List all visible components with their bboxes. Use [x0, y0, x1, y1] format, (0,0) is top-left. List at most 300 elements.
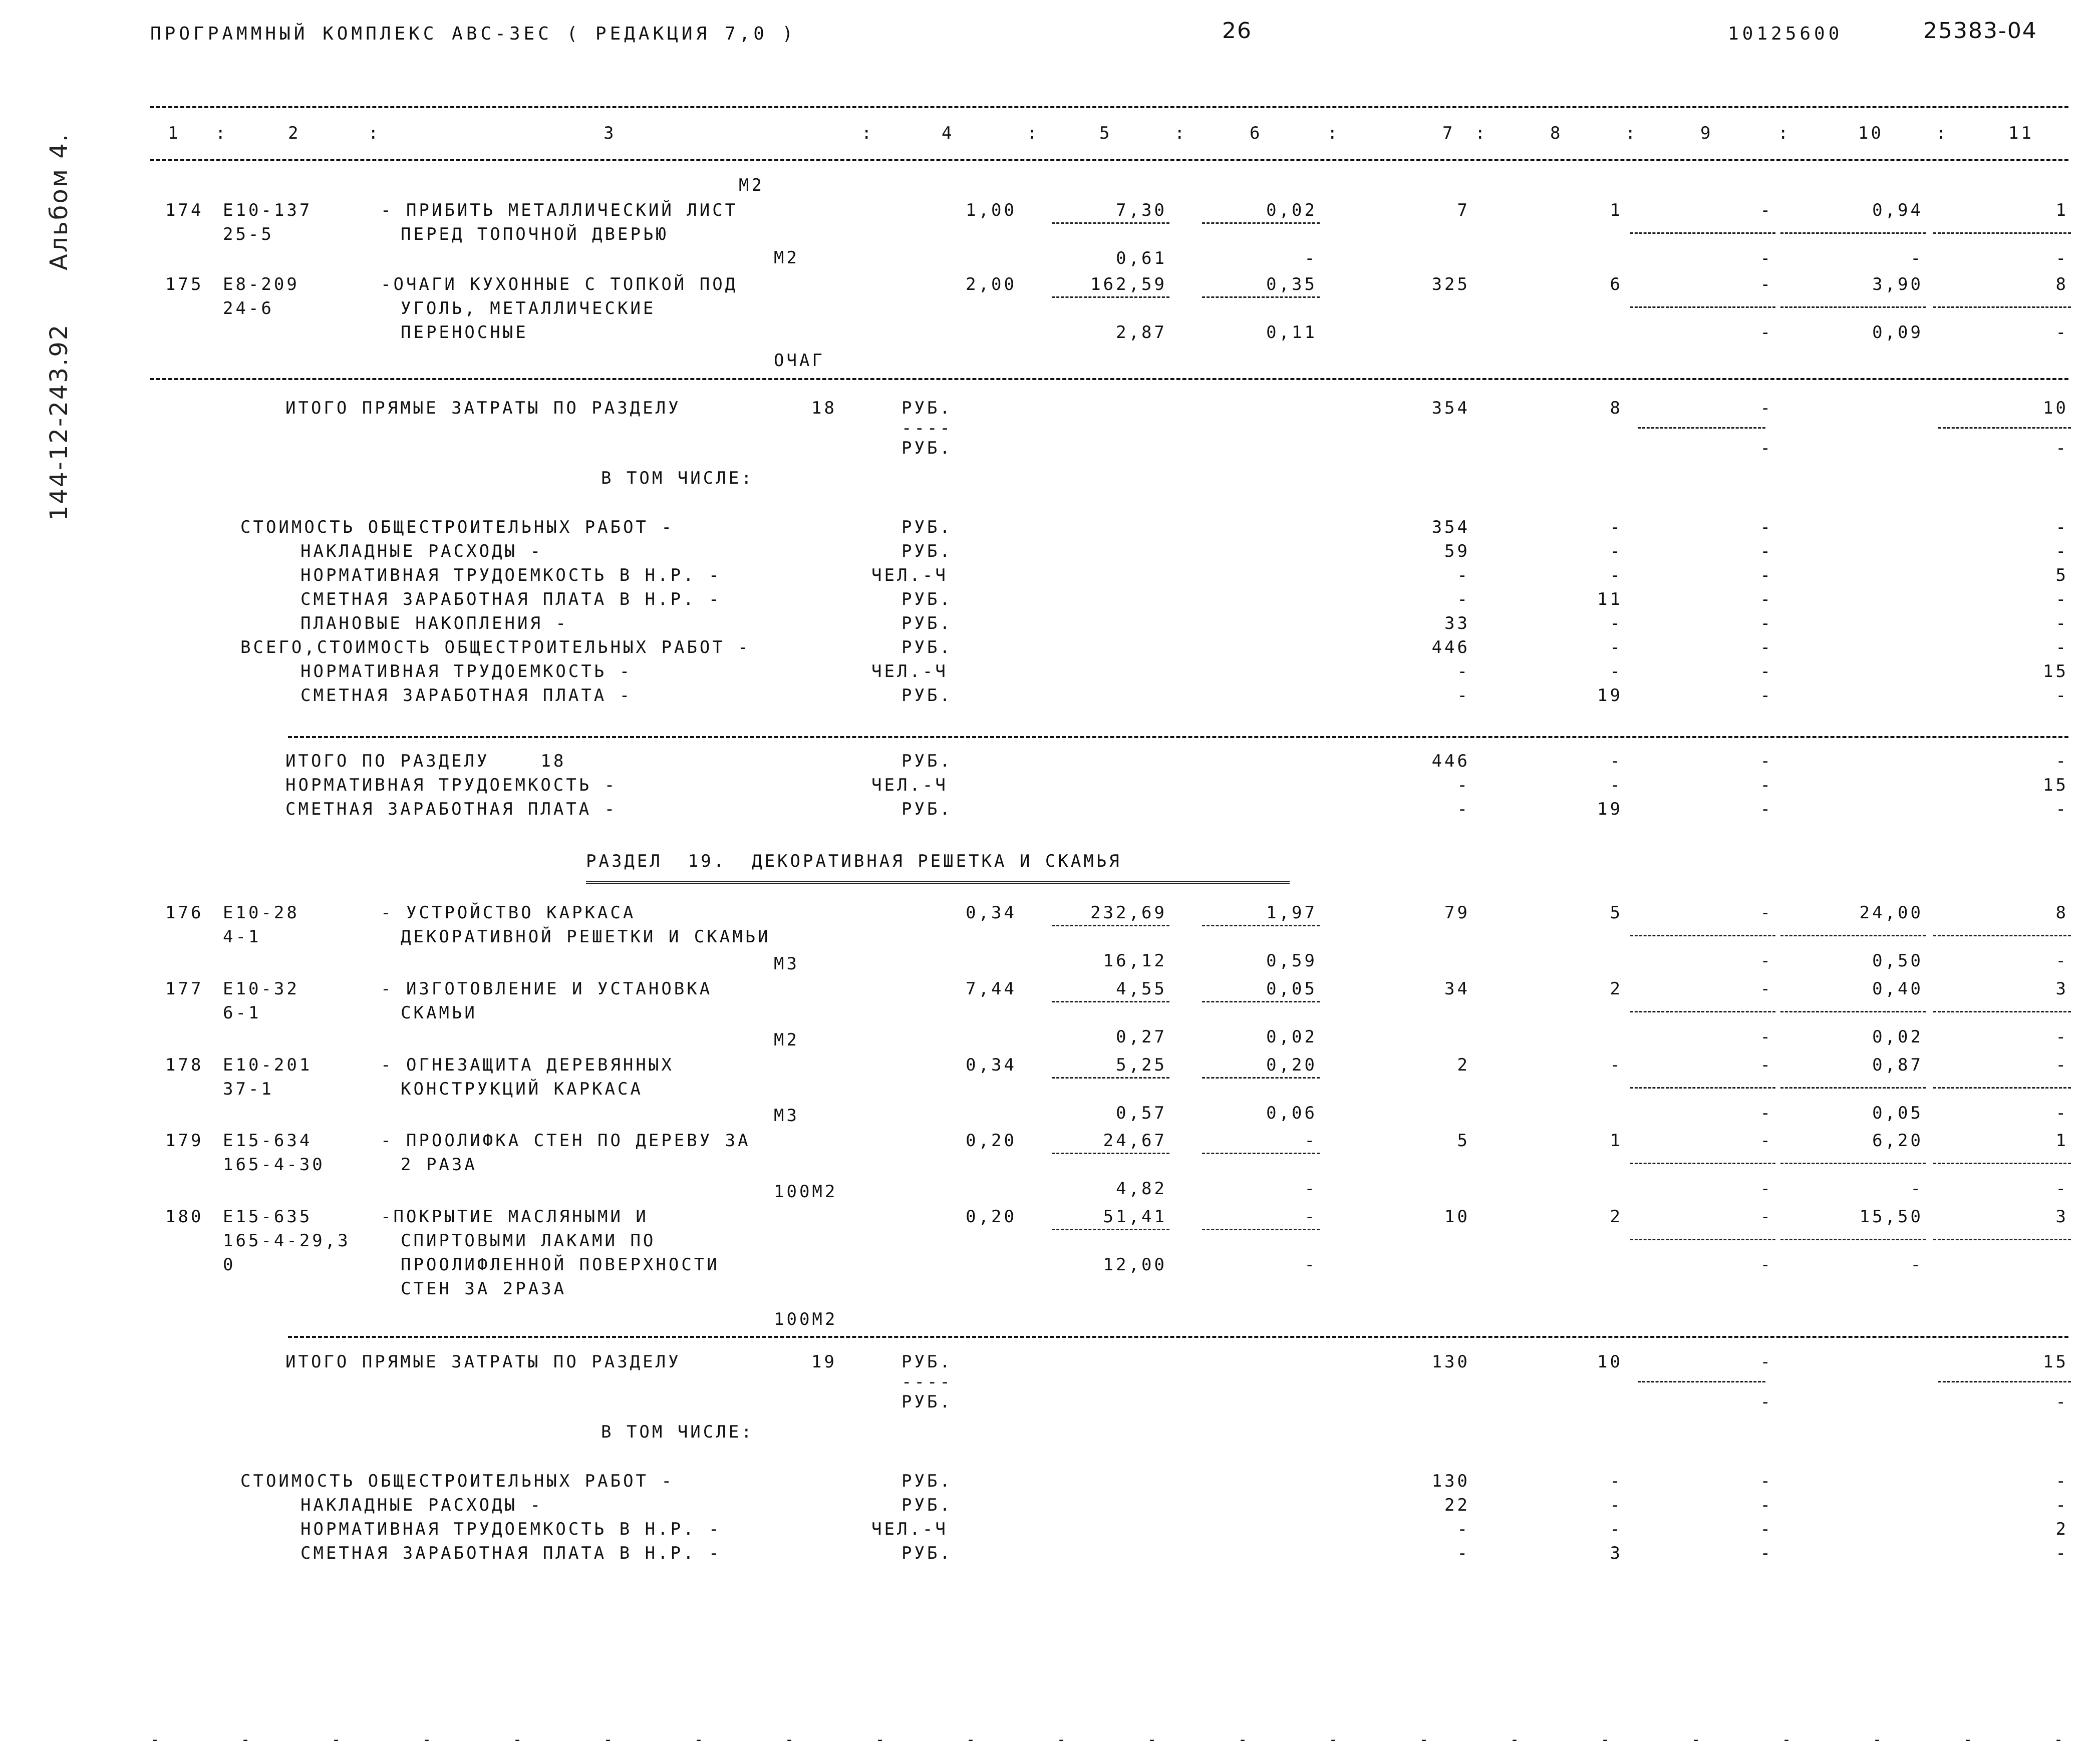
footer-mark: - [1782, 1731, 1794, 1748]
summary-row-unit: РУБ. [902, 1471, 953, 1491]
summary-col-7: - [1457, 1519, 1470, 1539]
item-description: СПИРТОВЫМИ ЛАКАМИ ПО [401, 1231, 656, 1251]
item-col-11: 3 [2055, 979, 2068, 999]
total-col-7: 130 [1431, 1352, 1470, 1372]
sub-rule [1052, 1229, 1169, 1230]
footer-mark: - [1147, 1731, 1159, 1748]
summary-row-unit: ЧЕЛ.-Ч [871, 565, 948, 585]
item-col-6-sub: 0,02 [1266, 1027, 1317, 1047]
section-rule [288, 1336, 2068, 1338]
summary-row-unit: РУБ. [902, 613, 953, 633]
section-number: 19 [811, 1352, 837, 1372]
item-col-9: - [1760, 979, 1773, 999]
item-unit: ОЧАГ [774, 351, 825, 371]
section-total-unit: РУБ. [902, 751, 953, 771]
column-separator: : [861, 123, 874, 143]
sub-rule [1630, 1087, 1775, 1089]
sub-rule [1630, 1011, 1775, 1012]
section-total-col-11: - [2055, 799, 2068, 819]
item-col-8: - [1610, 1055, 1623, 1075]
summary-col-11: - [2055, 1543, 2068, 1563]
sub-rule [1780, 1163, 1926, 1164]
sub-rule [1933, 1239, 2071, 1240]
summary-col-9: - [1760, 1471, 1773, 1491]
summary-col-7: 130 [1431, 1471, 1470, 1491]
item-col-10: 6,20 [1872, 1131, 1923, 1151]
footer-mark: - [513, 1731, 525, 1748]
item-total: 325 [1431, 274, 1470, 294]
summary-row-unit: РУБ. [902, 541, 953, 561]
section-total-col-7: - [1457, 799, 1470, 819]
item-col-8: 5 [1610, 903, 1623, 923]
direct-costs-label: ИТОГО ПРЯМЫЕ ЗАТРАТЫ ПО РАЗДЕЛУ [285, 398, 681, 418]
summary-row-label: СМЕТНАЯ ЗАРАБОТНАЯ ПЛАТА В Н.Р. - [301, 1543, 722, 1563]
direct-costs-label: ИТОГО ПРЯМЫЕ ЗАТРАТЫ ПО РАЗДЕЛУ [285, 1352, 681, 1372]
summary-row-unit: РУБ. [902, 1543, 953, 1563]
total-col-8: 8 [1610, 398, 1623, 418]
item-code-2: 4-1 [223, 927, 261, 947]
total-col-9: - [1760, 1352, 1773, 1372]
item-col-10: 15,50 [1859, 1207, 1923, 1227]
summary-row-label: СТОИМОСТЬ ОБЩЕСТРОИТЕЛЬНЫХ РАБОТ - [240, 1471, 674, 1491]
column-number-8: 8 [1550, 123, 1563, 143]
sub-rule [1938, 427, 2071, 429]
item-col-6: 0,05 [1266, 979, 1317, 999]
item-unit-price: 7,30 [1116, 200, 1167, 220]
item-col-11-sub: - [2055, 951, 2068, 971]
item-col-9-sub: - [1760, 1027, 1773, 1047]
item-code-2: 6-1 [223, 1003, 261, 1023]
item-col-9-sub: - [1760, 322, 1773, 342]
item-description: - ИЗГОТОВЛЕНИЕ И УСТАНОВКА [381, 979, 713, 999]
section-total-label: НОРМАТИВНАЯ ТРУДОЕМКОСТЬ - [285, 775, 618, 795]
item-unit-price-sub: 0,57 [1116, 1103, 1167, 1123]
section-total-col-8: - [1610, 751, 1623, 771]
unit-dash: ---- [902, 1372, 953, 1392]
total-col-7: 354 [1431, 398, 1470, 418]
item-col-10: 3,90 [1872, 274, 1923, 294]
summary-col-7: - [1457, 685, 1470, 706]
item-col-6: 0,20 [1266, 1055, 1317, 1075]
section-total-label: СМЕТНАЯ ЗАРАБОТНАЯ ПЛАТА - [285, 799, 618, 819]
footer-mark: - [1963, 1731, 1975, 1748]
item-description: ПЕРЕД ТОПОЧНОЙ ДВЕРЬЮ [401, 224, 669, 244]
section-total-col-9: - [1760, 751, 1773, 771]
footer-mark: - [241, 1731, 253, 1748]
item-quantity: 0,20 [966, 1131, 1017, 1151]
item-description: -ОЧАГИ КУХОННЫЕ С ТОПКОЙ ПОД [381, 274, 738, 294]
summary-col-9: - [1760, 589, 1773, 609]
column-separator: : [1174, 123, 1187, 143]
item-description: ПРООЛИФЛЕННОЙ ПОВЕРХНОСТИ [401, 1255, 720, 1275]
summary-col-8: 3 [1610, 1543, 1623, 1563]
summary-col-8: - [1610, 517, 1623, 537]
item-col-6: - [1304, 1131, 1317, 1151]
section-total-col-8: 19 [1597, 799, 1623, 819]
sub-rule [1202, 222, 1320, 224]
summary-col-8: - [1610, 541, 1623, 561]
summary-col-8: - [1610, 1519, 1623, 1539]
summary-row-unit: ЧЕЛ.-Ч [871, 1519, 948, 1539]
item-col-10-sub: - [1910, 248, 1923, 268]
item-description: СКАМЬИ [401, 1003, 477, 1023]
sub-rule [1630, 935, 1775, 936]
item-code: Е10-201 [223, 1055, 313, 1075]
column-number-6: 6 [1250, 123, 1263, 143]
unit-dash: ---- [902, 418, 953, 438]
item-description: ДЕКОРАТИВНОЙ РЕШЕТКИ И СКАМЬИ [401, 927, 771, 947]
column-separator: : [1778, 123, 1791, 143]
summary-row-label: НОРМАТИВНАЯ ТРУДОЕМКОСТЬ - [301, 661, 633, 681]
footer-mark: - [1057, 1731, 1069, 1748]
total-col-11-sub: - [2055, 1392, 2068, 1412]
section-number: 18 [811, 398, 837, 418]
summary-col-8: - [1610, 565, 1623, 585]
summary-col-11: 15 [2043, 661, 2068, 681]
summary-row-label: НАКЛАДНЫЕ РАСХОДЫ - [301, 1495, 543, 1515]
item-unit: М3 [774, 954, 799, 974]
sub-rule [1202, 1229, 1320, 1230]
item-code-2: 37-1 [223, 1079, 274, 1099]
summary-col-11: - [2055, 517, 2068, 537]
section-total-col-9: - [1760, 799, 1773, 819]
unit-label: РУБ. [902, 438, 953, 458]
item-number: 179 [165, 1131, 204, 1151]
item-total: 34 [1444, 979, 1470, 999]
item-col-6-sub: 0,06 [1266, 1103, 1317, 1123]
item-col-8: 1 [1610, 200, 1623, 220]
item-col-6: 1,97 [1266, 903, 1317, 923]
summary-col-7: - [1457, 589, 1470, 609]
item-col-6-sub: - [1304, 1255, 1317, 1275]
section-title-underline [586, 881, 1290, 884]
item-unit: М2 [774, 1030, 799, 1050]
sub-rule [1052, 1001, 1169, 1002]
summary-col-7: - [1457, 1543, 1470, 1563]
item-number: 180 [165, 1207, 204, 1227]
sub-rule [1202, 1153, 1320, 1154]
item-col-10-sub: 0,09 [1872, 322, 1923, 342]
section-total-col-7: - [1457, 775, 1470, 795]
item-col-10-sub: - [1910, 1255, 1923, 1275]
section-total-col-8: - [1610, 775, 1623, 795]
sub-rule [1202, 296, 1320, 298]
summary-col-7: 354 [1431, 517, 1470, 537]
item-code-2: 24-6 [223, 298, 274, 318]
item-unit-price-sub: 16,12 [1103, 951, 1167, 971]
summary-col-9: - [1760, 541, 1773, 561]
summary-col-11: - [2055, 1471, 2068, 1491]
summary-col-8: - [1610, 1471, 1623, 1491]
item-unit-price: 232,69 [1090, 903, 1167, 923]
header-rule-top [150, 106, 2068, 108]
item-description: - ПРООЛИФКА СТЕН ПО ДЕРЕВУ ЗА [381, 1131, 751, 1151]
document-number: 25383-04 [1923, 18, 2037, 44]
sub-rule [1630, 1239, 1775, 1240]
item-unit-price-sub: 0,27 [1116, 1027, 1167, 1047]
item-col-6: 0,35 [1266, 274, 1317, 294]
item-col-11: - [2055, 1055, 2068, 1075]
total-col-11: 10 [2043, 398, 2068, 418]
summary-row-label: СМЕТНАЯ ЗАРАБОТНАЯ ПЛАТА В Н.Р. - [301, 589, 722, 609]
item-col-10-sub: 0,50 [1872, 951, 1923, 971]
item-col-9: - [1760, 903, 1773, 923]
document-code: 10125600 [1728, 24, 1843, 44]
summary-col-7: 22 [1444, 1495, 1470, 1515]
sub-rule [1052, 296, 1169, 298]
column-separator: : [368, 123, 381, 143]
item-unit: М2 [774, 248, 799, 268]
summary-col-9: - [1760, 661, 1773, 681]
footer-mark: - [1510, 1731, 1522, 1748]
footer-mark: - [1691, 1731, 1703, 1748]
item-number: 176 [165, 903, 204, 923]
item-code-3: 0 [223, 1255, 236, 1275]
section-title: РАЗДЕЛ 19. ДЕКОРАТИВНАЯ РЕШЕТКА И СКАМЬЯ [586, 851, 1122, 871]
item-col-11: 1 [2055, 1131, 2068, 1151]
item-col-11-sub: - [2055, 1027, 2068, 1047]
item-col-11: 1 [2055, 200, 2068, 220]
item-quantity: 7,44 [966, 979, 1017, 999]
item-col-9: - [1760, 1055, 1773, 1075]
sub-rule [1780, 935, 1926, 936]
item-description: 2 РАЗА [401, 1155, 477, 1175]
unit-label: РУБ. [902, 398, 953, 418]
footer-mark: - [1419, 1731, 1431, 1748]
sub-rule [1933, 1011, 2071, 1012]
summary-col-9: - [1760, 613, 1773, 633]
sub-rule [1638, 427, 1765, 429]
unit-label: РУБ. [902, 1392, 953, 1412]
item-col-11-sub: - [2055, 1103, 2068, 1123]
sub-rule [1933, 935, 2071, 936]
item-unit-price-sub: 0,61 [1116, 248, 1167, 268]
item-code: Е10-137 [223, 200, 313, 220]
item-code: Е15-635 [223, 1207, 313, 1227]
item-col-8: 1 [1610, 1131, 1623, 1151]
footer-mark: - [1329, 1731, 1341, 1748]
item-unit-price: 24,67 [1103, 1131, 1167, 1151]
summary-col-9: - [1760, 1543, 1773, 1563]
item-col-11-sub: - [2055, 248, 2068, 268]
item-col-9-sub: - [1760, 1255, 1773, 1275]
summary-col-11: 2 [2055, 1519, 2068, 1539]
summary-col-8: - [1610, 661, 1623, 681]
column-separator: : [1625, 123, 1638, 143]
item-col-10-sub: - [1910, 1179, 1923, 1199]
item-unit: 100М2 [774, 1182, 838, 1202]
summary-row-label: СМЕТНАЯ ЗАРАБОТНАЯ ПЛАТА - [301, 685, 633, 706]
item-code: Е10-32 [223, 979, 299, 999]
section-total-col-9: - [1760, 775, 1773, 795]
item-code-2: 165-4-30 [223, 1155, 325, 1175]
item-unit: М3 [774, 1106, 799, 1126]
item-number: 178 [165, 1055, 204, 1075]
item-col-6: 0,02 [1266, 200, 1317, 220]
item-col-8: 2 [1610, 1207, 1623, 1227]
item-col-6-sub: 0,11 [1266, 322, 1317, 342]
summary-row-label: СТОИМОСТЬ ОБЩЕСТРОИТЕЛЬНЫХ РАБОТ - [240, 517, 674, 537]
summary-col-11: - [2055, 541, 2068, 561]
item-total: 2 [1457, 1055, 1470, 1075]
summary-col-11: - [2055, 613, 2068, 633]
footer-mark: - [332, 1731, 344, 1748]
total-col-11-sub: - [2055, 438, 2068, 458]
column-separator: : [1327, 123, 1340, 143]
sub-rule [1630, 1163, 1775, 1164]
item-unit-price: 162,59 [1090, 274, 1167, 294]
section-rule [150, 378, 2068, 380]
column-separator: : [215, 123, 228, 143]
item-col-6-sub: 0,59 [1266, 951, 1317, 971]
summary-col-8: - [1610, 637, 1623, 657]
total-col-8: 10 [1597, 1352, 1623, 1372]
total-col-9-sub: - [1760, 438, 1773, 458]
item-col-10: 24,00 [1859, 903, 1923, 923]
sub-rule [1780, 232, 1926, 234]
unit-label: РУБ. [902, 1352, 953, 1372]
section-total-col-7: 446 [1431, 751, 1470, 771]
summary-row-unit: РУБ. [902, 589, 953, 609]
sub-rule [1933, 306, 2071, 308]
sub-rule [1780, 1087, 1926, 1089]
summary-col-11: - [2055, 637, 2068, 657]
item-quantity: 0,34 [966, 903, 1017, 923]
sub-rule [1780, 1011, 1926, 1012]
sub-rule [1202, 1001, 1320, 1002]
summary-col-8: - [1610, 613, 1623, 633]
item-col-10: 0,94 [1872, 200, 1923, 220]
item-number: 174 [165, 200, 204, 220]
item-col-9-sub: - [1760, 1103, 1773, 1123]
item-description: - ОГНЕЗАЩИТА ДЕРЕВЯННЫХ [381, 1055, 674, 1075]
item-col-9: - [1760, 274, 1773, 294]
item-total: 79 [1444, 903, 1470, 923]
column-number-3: 3 [604, 123, 617, 143]
item-unit-price: 5,25 [1116, 1055, 1167, 1075]
item-unit-price: 4,55 [1116, 979, 1167, 999]
item-col-9-sub: - [1760, 248, 1773, 268]
item-description: КОНСТРУКЦИЙ КАРКАСА [401, 1079, 643, 1099]
album-label: Альбом 4. [45, 132, 73, 270]
summary-row-label: ПЛАНОВЫЕ НАКОПЛЕНИЯ - [301, 613, 568, 633]
item-col-9-sub: - [1760, 1179, 1773, 1199]
column-number-5: 5 [1099, 123, 1112, 143]
item-description: УГОЛЬ, МЕТАЛЛИЧЕСКИЕ [401, 298, 656, 318]
item-description: -ПОКРЫТИЕ МАСЛЯНЫМИ И [381, 1207, 649, 1227]
sub-rule [1202, 1077, 1320, 1079]
summary-col-7: - [1457, 661, 1470, 681]
summary-row-unit: РУБ. [902, 685, 953, 706]
item-col-6-sub: - [1304, 248, 1317, 268]
sub-rule [1638, 1381, 1765, 1382]
sub-rule [1202, 925, 1320, 926]
section-total-col-11: - [2055, 751, 2068, 771]
summary-row-unit: ЧЕЛ.-Ч [871, 661, 948, 681]
sub-rule [1630, 306, 1775, 308]
summary-col-8: 19 [1597, 685, 1623, 706]
item-col-6-sub: - [1304, 1179, 1317, 1199]
item-col-9: - [1760, 1207, 1773, 1227]
column-separator: : [1936, 123, 1949, 143]
item-col-10-sub: 0,05 [1872, 1103, 1923, 1123]
footer-mark: - [604, 1731, 616, 1748]
project-code: 144-12-243.92 [45, 323, 73, 521]
item-col-8: 6 [1610, 274, 1623, 294]
item-quantity: 0,34 [966, 1055, 1017, 1075]
summary-col-9: - [1760, 637, 1773, 657]
sub-rule [1052, 1153, 1169, 1154]
item-description: - ПРИБИТЬ МЕТАЛЛИЧЕСКИЙ ЛИСТ [381, 200, 738, 220]
footer-mark: - [150, 1731, 162, 1748]
item-col-11-sub: - [2055, 1179, 2068, 1199]
including-label: В ТОМ ЧИСЛЕ: [601, 468, 754, 488]
item-col-6: - [1304, 1207, 1317, 1227]
column-number-11: 11 [2008, 123, 2034, 143]
summary-col-7: 446 [1431, 637, 1470, 657]
item-quantity: 2,00 [966, 274, 1017, 294]
summary-row-unit: РУБ. [902, 1495, 953, 1515]
item-code-2: 25-5 [223, 224, 274, 244]
sub-rule [1052, 925, 1169, 926]
summary-col-7: 59 [1444, 541, 1470, 561]
total-col-9: - [1760, 398, 1773, 418]
item-description: - УСТРОЙСТВО КАРКАСА [381, 903, 636, 923]
footer-mark: - [1601, 1731, 1613, 1748]
program-title: ПРОГРАММНЫЙ КОМПЛЕКС АВС-3ЕС ( РЕДАКЦИЯ 7,0 ) [150, 24, 797, 44]
footer-mark: - [422, 1731, 434, 1748]
sub-rule [1052, 222, 1169, 224]
item-description: ПЕРЕНОСНЫЕ [401, 322, 528, 342]
sub-rule [1780, 1239, 1926, 1240]
item-col-10: 0,40 [1872, 979, 1923, 999]
item-col-11: 8 [2055, 274, 2068, 294]
item-number: 177 [165, 979, 204, 999]
footer-mark: - [785, 1731, 797, 1748]
sub-rule [1933, 1163, 2071, 1164]
item-number: 175 [165, 274, 204, 294]
total-col-11: 15 [2043, 1352, 2068, 1372]
section-total-label: ИТОГО ПО РАЗДЕЛУ 18 [285, 751, 566, 771]
section-total-col-11: 15 [2043, 775, 2068, 795]
item-unit-price-sub: 2,87 [1116, 322, 1167, 342]
summary-col-8: 11 [1597, 589, 1623, 609]
section-total-unit: ЧЕЛ.-Ч [871, 775, 948, 795]
summary-row-label: НОРМАТИВНАЯ ТРУДОЕМКОСТЬ В Н.Р. - [301, 565, 722, 585]
item-col-11-sub: - [2055, 322, 2068, 342]
summary-col-11: - [2055, 685, 2068, 706]
item-col-9: - [1760, 1131, 1773, 1151]
summary-col-8: - [1610, 1495, 1623, 1515]
item-code: Е10-28 [223, 903, 299, 923]
summary-col-9: - [1760, 1495, 1773, 1515]
item-quantity: 1,00 [966, 200, 1017, 220]
item-code-2: 165-4-29,3 [223, 1231, 351, 1251]
footer-mark: - [2054, 1731, 2066, 1748]
column-separator: : [1027, 123, 1040, 143]
item-col-10-sub: 0,02 [1872, 1027, 1923, 1047]
item-unit-price: 51,41 [1103, 1207, 1167, 1227]
footer-mark: - [1873, 1731, 1885, 1748]
footer-mark: - [694, 1731, 706, 1748]
summary-col-9: - [1760, 1519, 1773, 1539]
column-separator: : [1475, 123, 1488, 143]
page-number: 26 [1222, 18, 1252, 44]
summary-col-11: - [2055, 1495, 2068, 1515]
column-number-2: 2 [288, 123, 301, 143]
summary-col-11: 5 [2055, 565, 2068, 585]
item-col-11: 3 [2055, 1207, 2068, 1227]
